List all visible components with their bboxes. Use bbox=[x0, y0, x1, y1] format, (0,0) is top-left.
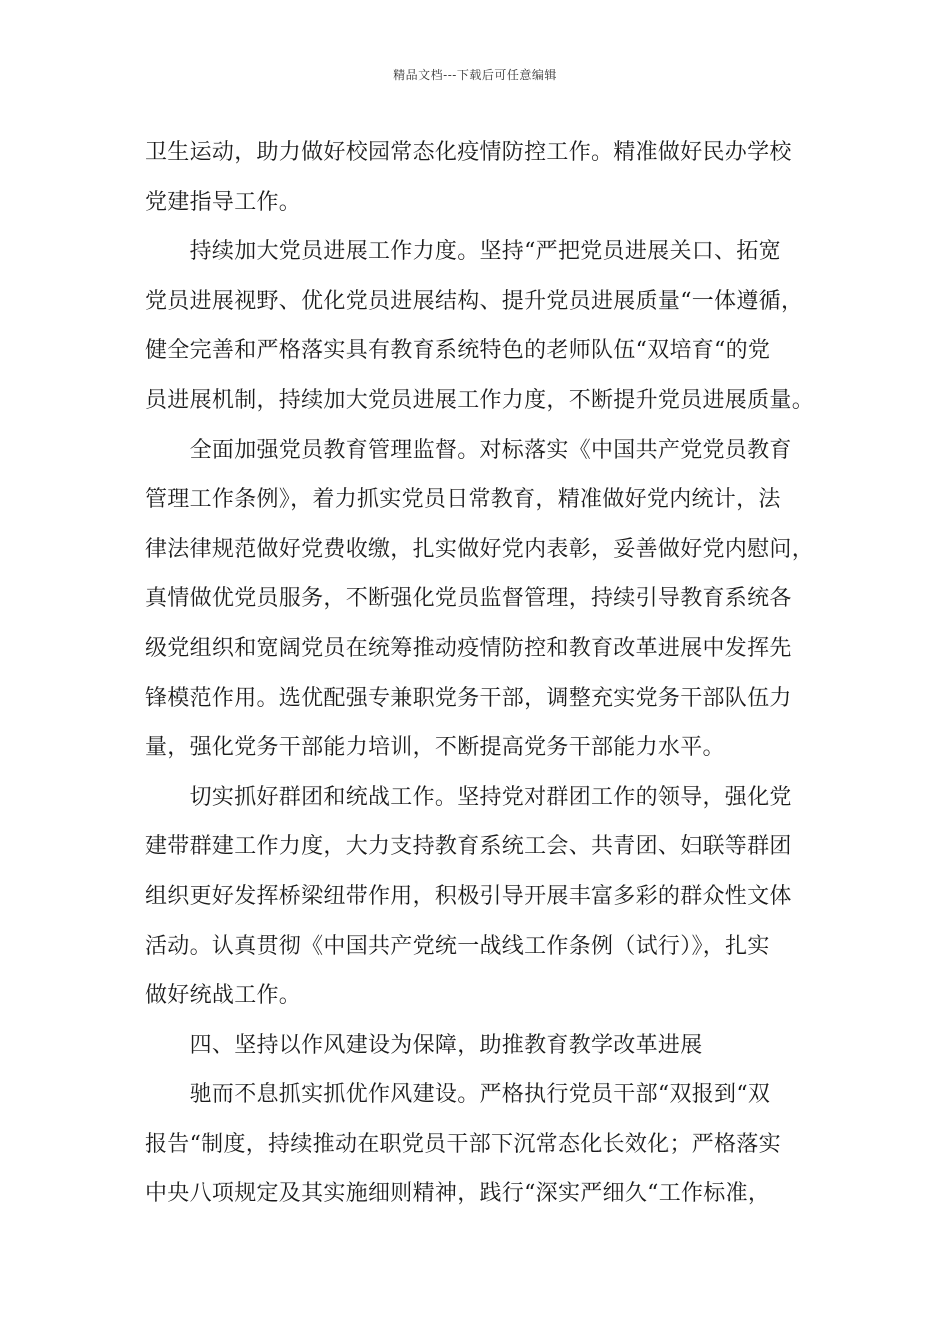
text-line: 建带群建工作力度，大力支持教育系统工会、共青团、妇联等群团 bbox=[145, 834, 792, 860]
text-line: 切实抓好群团和统战工作。坚持党对群团工作的领导，强化党 bbox=[145, 784, 792, 810]
text-line: 持续加大党员进展工作力度。坚持“严把党员进展关口、拓宽 bbox=[145, 239, 781, 265]
text-line: 锋模范作用。选优配强专兼职党务干部，调整充实党务干部队伍力 bbox=[145, 685, 792, 711]
text-line: 组织更好发挥桥梁纽带作用，积极引导开展丰富多彩的群众性文体 bbox=[145, 883, 792, 909]
text-line: 真情做优党员服务，不断强化党员监督管理，持续引导教育系统各 bbox=[145, 586, 792, 612]
page-header: 精品文档---下载后可任意编辑 bbox=[393, 68, 557, 82]
text-line: 健全完善和严格落实具有教育系统特色的老师队伍“双培育“的党 bbox=[145, 338, 771, 364]
text-line: 律法律规范做好党费收缴，扎实做好党内表彰，妥善做好党内慰问， bbox=[145, 536, 815, 562]
text-line: 全面加强党员教育管理监督。对标落实《中国共产党党员教育 bbox=[145, 437, 792, 463]
text-line: 驰而不息抓实抓优作风建设。严格执行党员干部“双报到“双 bbox=[145, 1082, 771, 1108]
text-line: 量，强化党务干部能力培训，不断提高党务干部能力水平。 bbox=[145, 735, 725, 761]
text-line: 管理工作条例》，着力抓实党员日常教育，精准做好党内统计，法 bbox=[145, 487, 781, 513]
text-line: 报告“制度，持续推动在职党员干部下沉常态化长效化；严格落实 bbox=[145, 1131, 781, 1157]
text-line: 党建指导工作。 bbox=[145, 189, 302, 215]
document-body bbox=[145, 128, 813, 1219]
text-line: 卫生运动，助力做好校园常态化疫情防控工作。精准做好民办学校 bbox=[145, 140, 792, 165]
text-line: 中央八项规定及其实施细则精神，践行“深实严细久“工作标准， bbox=[145, 1181, 771, 1207]
text-line: 级党组织和宽阔党员在统筹推动疫情防控和教育改革进展中发挥先 bbox=[145, 635, 792, 661]
text-line: 员进展机制，持续加大党员进展工作力度，不断提升党员进展质量。 bbox=[145, 387, 815, 413]
section-heading: 四、坚持以作风建设为保障，助推教育教学改革进展 bbox=[145, 1032, 703, 1058]
text-line: 党员进展视野、优化党员进展结构、提升党员进展质量“一体遵循， bbox=[145, 288, 804, 314]
text-line: 做好统战工作。 bbox=[145, 983, 302, 1009]
text-line: 活动。认真贯彻《中国共产党统一战线工作条例（试行）》，扎实 bbox=[145, 933, 770, 959]
